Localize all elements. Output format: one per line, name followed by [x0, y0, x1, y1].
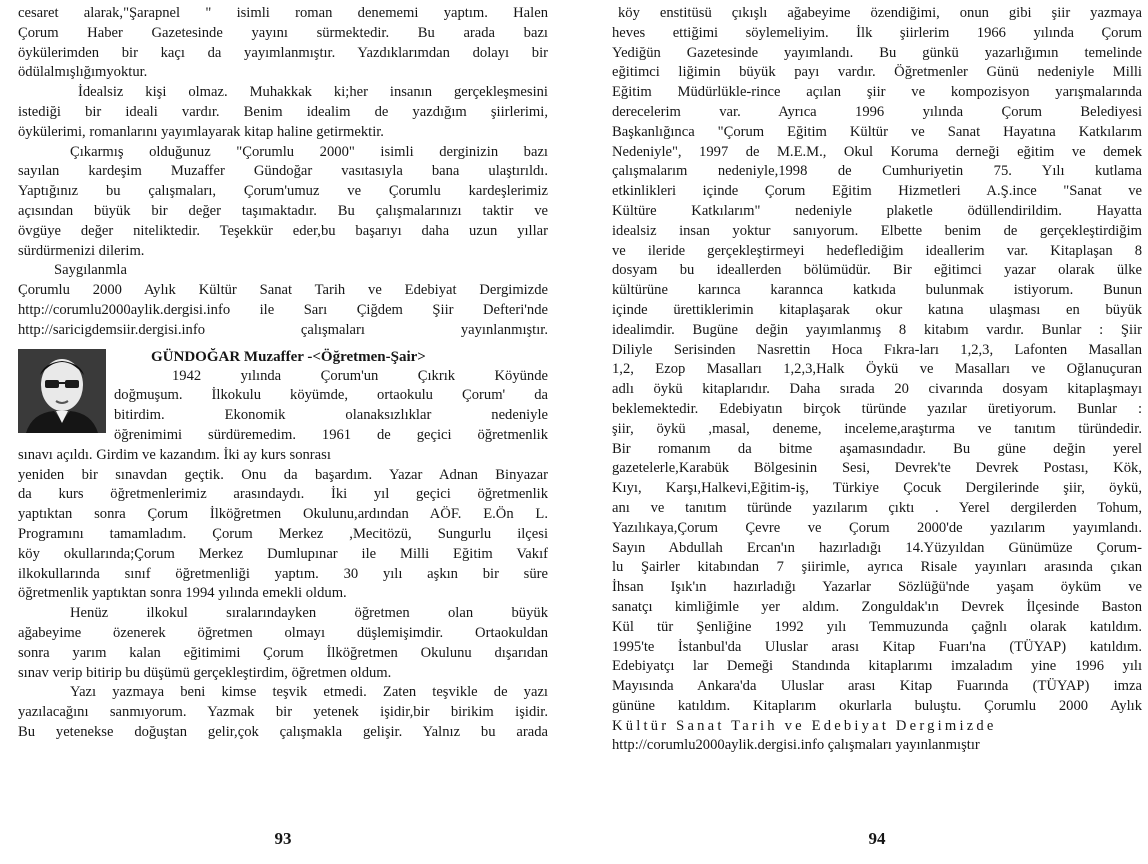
page-number: 94 [868, 829, 886, 848]
text-line: 1,2, Ezop Masalları 1,2,3,Halk Öykü ve Masalları ve Oğlanuçuran [612, 361, 1142, 378]
text-line: beklemektedir. Edebiyatın birçok türünde yazılar üretiyorum. Bunlar : [612, 400, 1142, 417]
text-line: Eğitim Müdürlükle-rince açılan şiir ve kompozisyon yarışmalarında [612, 84, 1142, 101]
text-line: 1995'te İstanbul'da Uluslar arası Kitap Fuarı'na (TÜYAP) katıldım. [612, 638, 1142, 655]
text-line: Henüz ilkokul sıralarındayken öğretmen olan büyük [70, 605, 548, 622]
text-line: öykülerimden bir kaçı da yayımlanmıştır. Yazdıklarımdan dolayı bir [18, 44, 548, 61]
left-page-text [18, 4, 548, 743]
text-line: öğrenimimi sürdüremedim. 1961 de geçici öğretmenlik [114, 426, 548, 443]
text-line: idealimdir. Bugüne değin yayımlanmış 8 kitabım vardır. Bunlar : Şiir [612, 321, 1142, 338]
text-line: Bir romanım da bitme aşamasındadır. Bu güne değin yerel [612, 440, 1142, 457]
text-line: anı ve tanıtım türünde yazılarım çıktı . Yerel dergilerden Tohum, [612, 499, 1142, 516]
biography-heading: GÜNDOĞAR Muzaffer -<Öğretmen-Şair> [151, 348, 426, 365]
left-page [18, 0, 548, 864]
text-line: Çorum Haber Gazetesinde yayını sürmektedir. Bu arada bazı [18, 24, 548, 41]
closing-url-line: http://corumlu2000aylik.dergisi.info çalışmaları yayınlanmıştır [612, 737, 980, 754]
text-line: ödülalmışlığımyoktur. [18, 64, 148, 81]
text-line: İhsan Işık'ın hazırladığı Yazarlar Sözlüğü'nde yaşam öyküm ve [612, 579, 1142, 596]
text-line: Programını tamamladım. Çorum Merkez ,Mecitözü, Sungurlu ilçesi [18, 525, 548, 542]
text-line: idealsiz insan yoktur sanıyorum. Elbette benim de gerçekleştirdiğim [612, 222, 1142, 239]
regards-line: Saygılanmla [54, 262, 127, 279]
text-line: yaptıktan sonra Çorum İlköğretmen Okulunu,ardından AÖF. E.Ön L. [18, 506, 548, 523]
text-line: adlı öykü kitaplarıdır. Daha sırada 20 civarında dosyam kitaplaşmayı [612, 381, 1142, 398]
text-line: şiir, öykü ,masal, deneme, inceleme,araştırma ve tanıtım türündedir. [612, 420, 1142, 437]
text-line: kültürüne karınca karannca katkıda bulunmak istiyorum. Bunun [612, 282, 1142, 299]
right-page [612, 0, 1142, 864]
text-line: Kül tür Şenliğine 1992 yılı Temmuzunda çağnlı olarak katıldım. [612, 618, 1142, 635]
text-line: ağabeyime özenerek öğretmen olmayı düşlemişimdir. Ortaokuldan [18, 624, 548, 641]
publish-paragraph [18, 281, 548, 340]
text-line: heves ettiğimi söylemeliyim. İlk şiirlerim 1966 yılında Çorum [612, 24, 1142, 41]
text-line: içinde ürettiklerimin kitaplaşarak okur katına ulaşması en büyük [612, 301, 1142, 318]
text-line: öğretmenlik yaptıktan sonra 1994 yılında emekli oldum. [18, 585, 347, 602]
portrait-image [18, 349, 106, 433]
text-line: Kıyı, Karşı,Halkevi,Eğitim-iş, Türkiye Çocuk Dergilerinde şiir, öykü, [612, 480, 1142, 497]
text-line: eğitimci liğimin büyük payı vardır. Öğretmenler Günü nedeniyle Milli [612, 64, 1142, 81]
continuation-paragraph [612, 4, 1142, 717]
text-line: Bu yetenekse doğuştan gelir,çok çalışmakla gelişir. Yalnız bu arada [18, 723, 548, 740]
text-line: öykülerimi, romanlarını yayımlayarak kitap haline getirmektir. [18, 123, 384, 140]
text-line: övgüye değer niteliktedir. Teşekkür eder,bu başarıyı daha uzun yıllar [18, 222, 548, 239]
writing-paragraph [18, 683, 548, 742]
text-line: sürdürmenizi dilerim. [18, 242, 145, 259]
text-line: Edebiyatçı lar Demeği Standında kitaplarımı imzaladım yine 1996 yılı [612, 658, 1142, 675]
text-line: http://saricigdemsiir.dergisi.info çalışmaları yayınlanmıştır. [18, 321, 548, 338]
text-line: da kurs öğretmenlerimiz arasındaydı. İki yıl geçici öğretmenlik [18, 486, 548, 503]
text-line: lu Şairler kitabından 7 şiirimle, ayrıca Risale yayınları arasında çıkan [612, 559, 1142, 576]
spaced-line: Kültür Sanat Tarih ve Edebiyat Dergimizde [612, 717, 997, 734]
text-line: Mayısında Ankara'da Uluslar arası Kitap Fuarında (TÜYAP) imza [612, 678, 1142, 695]
text-line: Yaptığınız bu çalışmaları, Çorum'umuz ve Çorumlu kardeşlerimiz [18, 183, 548, 200]
text-line: İdealsiz kişi olmaz. Muhakkak ki;her insanın gerçekleşmesini [78, 84, 548, 101]
text-line: çalışmalarım nedeniyle,1998 de Cumhuriyetin 75. Yılı kutlama [612, 163, 1142, 180]
text-line: Kültüre Katkılarım" nedeniyle plaketle ödüllendirildim. Hayatta [612, 202, 1142, 219]
portrait-photo [18, 349, 106, 433]
page-number: 93 [274, 829, 292, 848]
text-line: Çıkarmış olduğunuz "Çorumlu 2000" isimli derginizin bazı [70, 143, 548, 160]
text-line: Başkanlığınca "Çorum Eğitim Kültür ve Sanat Hayatına Katkılarım [612, 123, 1142, 140]
text-line: açısından büyük bir değer taşımaktadır. Bu çalışmalarınızı taktir ve [18, 202, 548, 219]
text-line: sınavı açıldı. Girdim ve kazandım. İki ay kurs sonrası [18, 446, 331, 463]
childhood-paragraph [18, 604, 548, 683]
text-line: ilkokullarında sınıf öğretmenliği yaptım. 30 yılı aşkın bir süre [18, 565, 548, 582]
text-line: gazetelerle,Karabük Bölgesinin Sesi, Devrek'te Devrek Postası, Kök, [612, 460, 1142, 477]
biography-section [18, 347, 548, 605]
text-line: sanatçı kimliğimle yer aldım. Zonguldak'ın Devrek İlçesinde Baston [612, 598, 1142, 615]
text-line: sonra yarım kalan eğitimimi Çorum İlköğretmen Okulunu dışarıdan [18, 644, 548, 661]
text-line: Yazı yazmaya beni kimse teşvik etmedi. Zaten teşvikle de yazı [70, 684, 548, 701]
text-line: Yazılıkaya,Çorum Çevre ve Çorum 2000'de yazılarım yayımlandı. [612, 519, 1142, 536]
text-line: Çorumlu 2000 Aylık Kültür Sanat Tarih ve Edebiyat Dergimizde [18, 282, 548, 299]
text-line: ve ileride gerçekleştirmeyi hedeflediğim ideallerim var. Kitaplaşan 8 [612, 242, 1142, 259]
text-line: sayılan kardeşim Muzaffer Gündoğar vasıtasıyla bana ulaştırıldı. [18, 163, 548, 180]
text-line: dosyam bu ideallerden bölümüdür. Bir eğitimci yazar olarak ülke [612, 262, 1142, 279]
text-line: bitirdim. Ekonomik olanaksızlıklar nedeniyle [114, 407, 548, 424]
ideal-paragraph [18, 83, 548, 142]
text-line: gününe katıldım. Kitaplarım okurlarla buluştu. Çorumlu 2000 Aylık [612, 697, 1142, 714]
text-line: etkinlikleri içinde Çorum Eğitim Hizmetleri A.Ş.ince "Sanat ve [612, 183, 1142, 200]
text-line: doğmuşum. İlkokulu köyümde, ortaokulu Çorum' da [114, 387, 548, 404]
text-line: yazılacağını sanmıyorum. Yazmak bir yetenek işidir,bir birikim işidir. [18, 704, 548, 721]
text-line: Sayın Abdullah Ercan'ın hazırladığı 14.Yüzyıldan Günümüze Çorum- [612, 539, 1142, 556]
text-line: köy enstitüsü çıkışlı ağabeyime özendiğimi, onun gibi şiir yazmaya [618, 5, 1142, 21]
text-line: cesaret alarak,"Şarapnel " isimli roman denememi yaptım. Halen [18, 5, 548, 21]
text-line: Nedeniyle", 1997 de M.E.M., Okul Koruma derneği eğitim ve demek [612, 143, 1142, 160]
text-line: sınav verip bitirip bu düşümü gerçekleştirdim, öğretmen oldum. [18, 664, 392, 681]
text-line: 1942 yılında Çorum'un Çıkrık Köyünde [172, 367, 548, 384]
text-line: Diliyle Serisinden Nasrettin Hoca Fıkra-ları 1,2,3, Lafonten Masallan [612, 341, 1142, 358]
biography-paragraph [18, 466, 548, 605]
intro-paragraph [18, 4, 548, 83]
text-line: http://corumlu2000aylik.dergisi.info ile Sarı Çiğdem Şiir Defteri'nde [18, 301, 548, 318]
text-line: yeniden bir sınavdan geçtik. Onu da başardım. Yazar Adnan Binyazar [18, 466, 548, 483]
text-line: istediği bir ideali vardır. Benim idealim de yazdığım şiirlerimi, [18, 103, 548, 120]
text-line: köy okullarında;Çorum Merkez Dumlupınar ile Milli Eğitim Vakıf [18, 545, 548, 562]
text-line: derecelerim var. Ayrıca 1996 yılında Çorum Belediyesi [612, 103, 1142, 120]
text-line: Yediğün Gazetesinde yayımlandı. Bu günkü yazarlığımın temelinde [612, 44, 1142, 61]
right-page-text [612, 4, 1142, 756]
thanks-paragraph [18, 143, 548, 262]
